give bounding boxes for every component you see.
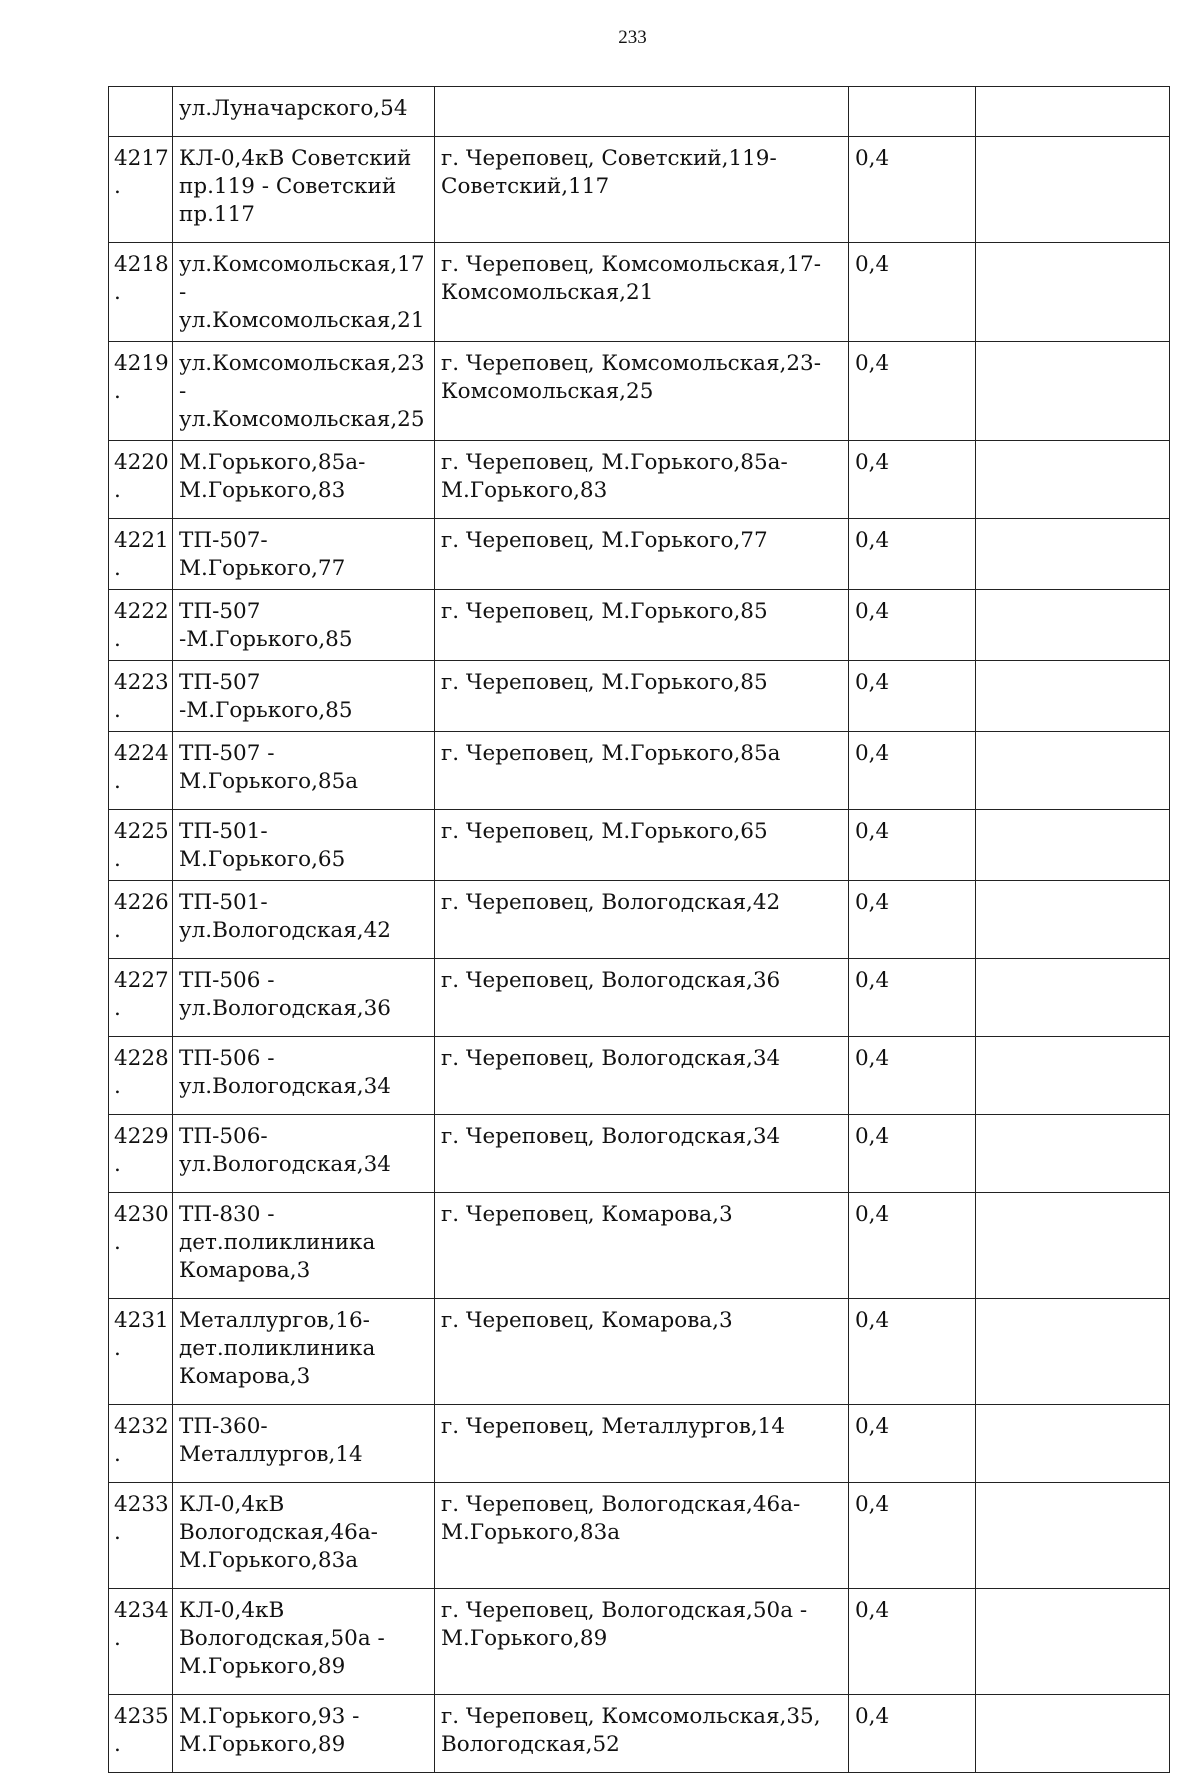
line-voltage: 0,4 xyxy=(849,1695,976,1773)
line-note xyxy=(976,590,1170,661)
line-address: г. Череповец, Вологодская,46а- М.Горького,83а xyxy=(435,1483,849,1589)
table-row xyxy=(109,519,1170,590)
table-row xyxy=(109,959,1170,1037)
line-voltage: 0,4 xyxy=(849,881,976,959)
line-voltage: 0,4 xyxy=(849,732,976,810)
row-number: 4225. xyxy=(109,810,173,881)
line-address: г. Череповец, Вологодская,42 xyxy=(435,881,849,959)
line-address: г. Череповец, Металлургов,14 xyxy=(435,1405,849,1483)
line-address: г. Череповец, Вологодская,36 xyxy=(435,959,849,1037)
line-note xyxy=(976,959,1170,1037)
table-row xyxy=(109,1589,1170,1695)
line-voltage: 0,4 xyxy=(849,1037,976,1115)
row-number: 4228. xyxy=(109,1037,173,1115)
registry-table xyxy=(108,86,1170,1773)
row-number: 4230. xyxy=(109,1193,173,1299)
table-row xyxy=(109,590,1170,661)
line-address: г. Череповец, М.Горького,65 xyxy=(435,810,849,881)
line-name: ул.Комсомольская,23- ул.Комсомольская,25 xyxy=(173,342,435,441)
line-address: г. Череповец, Вологодская,34 xyxy=(435,1115,849,1193)
line-voltage: 0,4 xyxy=(849,1405,976,1483)
line-voltage: 0,4 xyxy=(849,519,976,590)
table-row xyxy=(109,1299,1170,1405)
line-name: ТП-501-М.Горького,65 xyxy=(173,810,435,881)
line-name: КЛ-0,4кВ Вологодская,46а- М.Горького,83а xyxy=(173,1483,435,1589)
line-note xyxy=(976,1299,1170,1405)
line-name: КЛ-0,4кВ Советский пр.119 - Советский пр.117 xyxy=(173,137,435,243)
line-voltage: 0,4 xyxy=(849,243,976,342)
line-name: ТП-506- ул.Вологодская,34 xyxy=(173,1115,435,1193)
table-row xyxy=(109,1193,1170,1299)
line-note xyxy=(976,661,1170,732)
row-number: 4229. xyxy=(109,1115,173,1193)
line-voltage: 0,4 xyxy=(849,959,976,1037)
line-address: г. Череповец, Советский,119- Советский,117 xyxy=(435,137,849,243)
line-note xyxy=(976,243,1170,342)
row-number: 4218. xyxy=(109,243,173,342)
row-number: 4224. xyxy=(109,732,173,810)
line-address: г. Череповец, М.Горького,85 xyxy=(435,590,849,661)
line-note xyxy=(976,1405,1170,1483)
line-name: Металлургов,16- дет.поликлиника Комарова,3 xyxy=(173,1299,435,1405)
line-name: ул.Комсомольская,17- ул.Комсомольская,21 xyxy=(173,243,435,342)
line-voltage xyxy=(849,87,976,137)
table-row xyxy=(109,661,1170,732)
table-row xyxy=(109,1695,1170,1773)
line-note xyxy=(976,87,1170,137)
line-note xyxy=(976,732,1170,810)
line-note xyxy=(976,519,1170,590)
line-name: ТП-501- ул.Вологодская,42 xyxy=(173,881,435,959)
line-note xyxy=(976,1037,1170,1115)
table-row xyxy=(109,1405,1170,1483)
line-name: ТП-506 - ул.Вологодская,34 xyxy=(173,1037,435,1115)
line-address: г. Череповец, Комсомольская,35, Вологодская,52 xyxy=(435,1695,849,1773)
row-number xyxy=(109,87,173,137)
line-voltage: 0,4 xyxy=(849,810,976,881)
page-number: 233 xyxy=(618,27,647,48)
line-name: ТП-830 - дет.поликлиника Комарова,3 xyxy=(173,1193,435,1299)
line-note xyxy=(976,1589,1170,1695)
line-voltage: 0,4 xyxy=(849,1299,976,1405)
line-note xyxy=(976,342,1170,441)
line-address xyxy=(435,87,849,137)
row-number: 4217. xyxy=(109,137,173,243)
line-address: г. Череповец, М.Горького,77 xyxy=(435,519,849,590)
row-number: 4223. xyxy=(109,661,173,732)
line-note xyxy=(976,137,1170,243)
row-number: 4233. xyxy=(109,1483,173,1589)
line-address: г. Череповец, Комарова,3 xyxy=(435,1299,849,1405)
line-address: г. Череповец, М.Горького,85а- М.Горького,83 xyxy=(435,441,849,519)
line-address: г. Череповец, Комсомольская,23- Комсомольская,25 xyxy=(435,342,849,441)
line-voltage: 0,4 xyxy=(849,137,976,243)
row-number: 4221. xyxy=(109,519,173,590)
line-name: М.Горького,93 - М.Горького,89 xyxy=(173,1695,435,1773)
line-voltage: 0,4 xyxy=(849,1193,976,1299)
line-voltage: 0,4 xyxy=(849,441,976,519)
line-voltage: 0,4 xyxy=(849,342,976,441)
row-number: 4231. xyxy=(109,1299,173,1405)
table-row xyxy=(109,441,1170,519)
row-number: 4234. xyxy=(109,1589,173,1695)
line-name: М.Горького,85а- М.Горького,83 xyxy=(173,441,435,519)
line-voltage: 0,4 xyxy=(849,661,976,732)
table-row xyxy=(109,137,1170,243)
line-note xyxy=(976,1193,1170,1299)
row-number: 4220. xyxy=(109,441,173,519)
line-address: г. Череповец, Вологодская,34 xyxy=(435,1037,849,1115)
line-name: ТП-507 -М.Горького,85 xyxy=(173,661,435,732)
line-name: ТП-507 -М.Горького,85 xyxy=(173,590,435,661)
table-row xyxy=(109,87,1170,137)
table-row xyxy=(109,1037,1170,1115)
line-voltage: 0,4 xyxy=(849,1483,976,1589)
table-row xyxy=(109,1115,1170,1193)
line-note xyxy=(976,1483,1170,1589)
table-row xyxy=(109,342,1170,441)
line-address: г. Череповец, М.Горького,85а xyxy=(435,732,849,810)
row-number: 4219. xyxy=(109,342,173,441)
line-name: ТП-506 - ул.Вологодская,36 xyxy=(173,959,435,1037)
line-address: г. Череповец, Комсомольская,17- Комсомольская,21 xyxy=(435,243,849,342)
line-name: ул.Луначарского,54 xyxy=(173,87,435,137)
line-note xyxy=(976,1115,1170,1193)
line-note xyxy=(976,881,1170,959)
table-row xyxy=(109,1483,1170,1589)
line-voltage: 0,4 xyxy=(849,590,976,661)
table-row xyxy=(109,732,1170,810)
line-note xyxy=(976,1695,1170,1773)
row-number: 4222. xyxy=(109,590,173,661)
line-voltage: 0,4 xyxy=(849,1115,976,1193)
line-address: г. Череповец, Вологодская,50а - М.Горького,89 xyxy=(435,1589,849,1695)
row-number: 4227. xyxy=(109,959,173,1037)
line-address: г. Череповец, Комарова,3 xyxy=(435,1193,849,1299)
line-name: КЛ-0,4кВ Вологодская,50а - М.Горького,89 xyxy=(173,1589,435,1695)
line-voltage: 0,4 xyxy=(849,1589,976,1695)
table-row xyxy=(109,881,1170,959)
row-number: 4232. xyxy=(109,1405,173,1483)
row-number: 4226. xyxy=(109,881,173,959)
line-name: ТП-507 - М.Горького,85а xyxy=(173,732,435,810)
row-number: 4235. xyxy=(109,1695,173,1773)
line-note xyxy=(976,441,1170,519)
line-note xyxy=(976,810,1170,881)
table-row xyxy=(109,243,1170,342)
line-address: г. Череповец, М.Горького,85 xyxy=(435,661,849,732)
table-row xyxy=(109,810,1170,881)
line-name: ТП-507-М.Горького,77 xyxy=(173,519,435,590)
line-name: ТП-360- Металлургов,14 xyxy=(173,1405,435,1483)
registry-table-body xyxy=(109,87,1170,1773)
